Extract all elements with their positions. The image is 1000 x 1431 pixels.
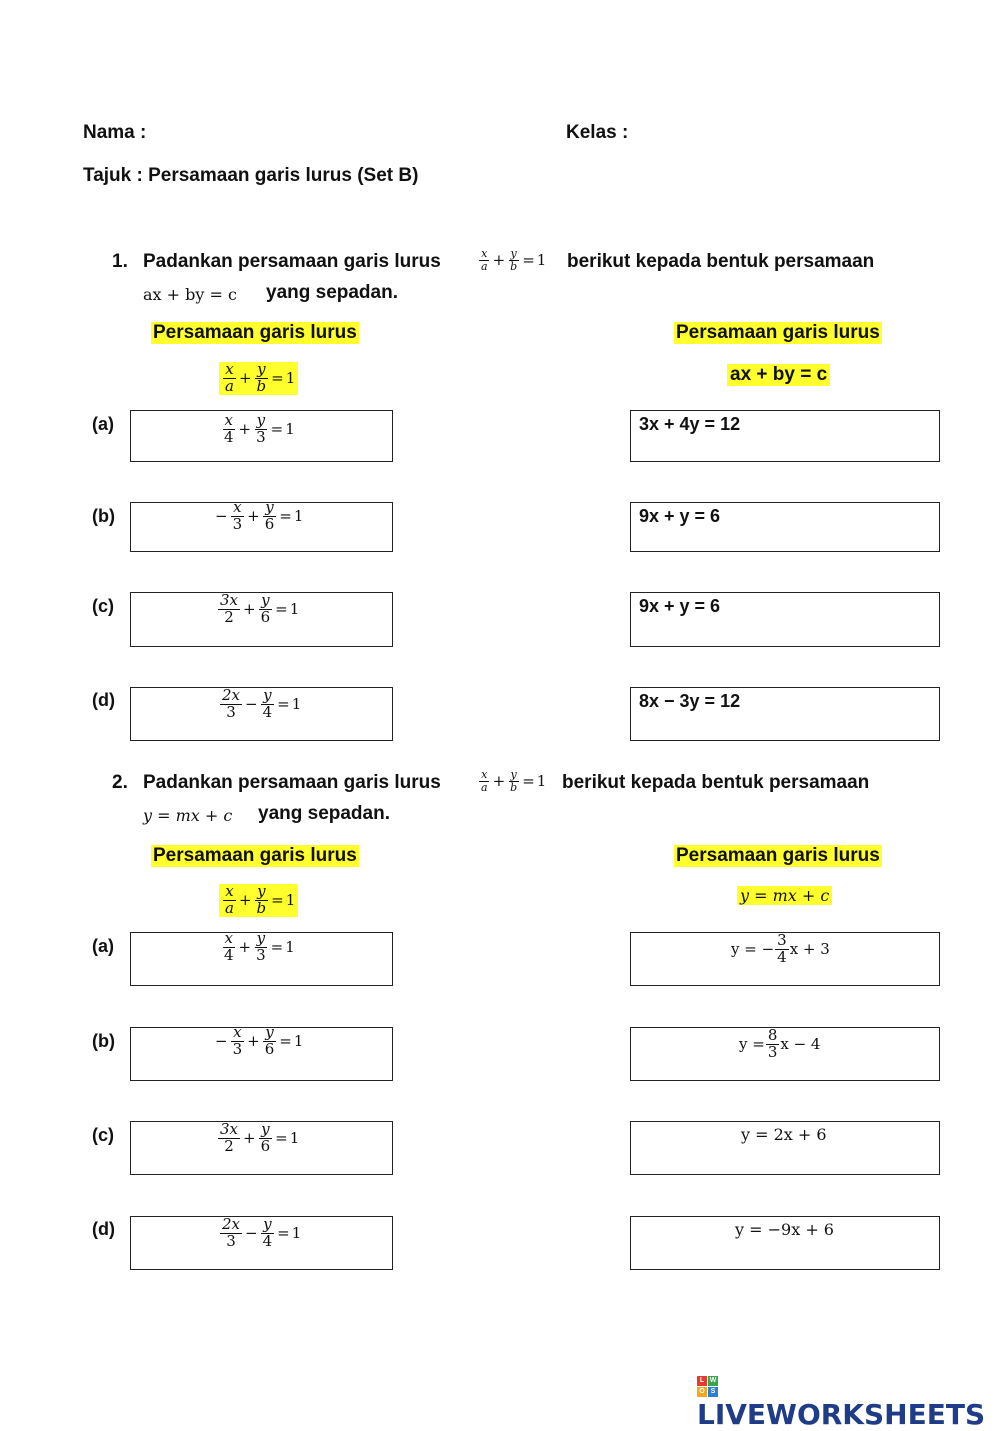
q2-answer-c: y = 2x + 6 — [741, 1125, 827, 1144]
q1-right-form: ax + by = c — [727, 364, 830, 386]
q2-equation-box-c[interactable] — [130, 1121, 393, 1175]
q1-left-form: $\frac{x}{a}$ + $\frac{y}{b}$ = 1 — [219, 362, 298, 395]
q2-answer-box-d[interactable] — [630, 1216, 940, 1270]
q1-label-b: (b) — [92, 506, 115, 526]
q2-answer-box-a[interactable] — [630, 932, 940, 986]
q2-equation-d: $\frac{2x}{3}$ − $\frac{y}{4}$ = 1 — [222, 1215, 302, 1250]
q1-equation-box-d[interactable] — [130, 687, 393, 741]
q2-answer-box-c[interactable] — [630, 1121, 940, 1175]
q1-answer-b: 9x + y = 6 — [639, 506, 721, 526]
q2-right-form: y = mx + c — [737, 886, 832, 905]
q2-text-after: berikut kepada bentuk persamaan — [562, 772, 870, 793]
q2-answer-a: y = − $\frac{3}{4}$ x + 3 — [731, 931, 830, 966]
q2-label-c: (c) — [92, 1125, 114, 1145]
q1-equation-c: $\frac{3x}{2}$ + $\frac{y}{6}$ = 1 — [220, 591, 300, 626]
q2-text-before: Padankan persamaan garis lurus — [143, 772, 441, 793]
q2-inline-equation: $\frac{x}{a}$ + $\frac{y}{b}$ = 1 — [481, 768, 547, 794]
liveworksheets-logo-text: LIVEWORKSHEETS — [697, 1398, 986, 1431]
q1-equation-box-b[interactable] — [130, 498, 393, 552]
q1-inline-equation: $\frac{x}{a}$ + $\frac{y}{b}$ = 1 — [481, 247, 547, 273]
class-label: Kelas : — [566, 122, 629, 143]
q1-text-end: yang sepadan. — [266, 282, 398, 303]
q2-label-a: (a) — [92, 936, 114, 956]
q2-right-heading: Persamaan garis lurus — [676, 845, 880, 866]
q2-form-label: y = mx + c — [143, 806, 233, 825]
q1-equation-box-c[interactable] — [130, 592, 393, 647]
q2-label-d: (d) — [92, 1219, 115, 1239]
q1-answer-box-b[interactable] — [630, 502, 940, 552]
liveworksheets-logo-icon: L W O S — [697, 1376, 719, 1398]
q2-number: 2. — [112, 772, 128, 793]
q1-answer-a: 3x + 4y = 12 — [639, 414, 741, 434]
q2-equation-box-d[interactable] — [130, 1216, 393, 1270]
q2-equation-c: $\frac{3x}{2}$ + $\frac{y}{6}$ = 1 — [220, 1120, 300, 1155]
q1-equation-b: − $\frac{x}{3}$ + $\frac{y}{6}$ = 1 — [215, 498, 304, 533]
q2-left-heading: Persamaan garis lurus — [153, 845, 357, 866]
q1-right-heading: Persamaan garis lurus — [676, 322, 880, 343]
q1-text-after: berikut kepada bentuk persamaan — [567, 251, 875, 272]
q1-number: 1. — [112, 251, 128, 272]
q2-equation-b: − $\frac{x}{3}$ + $\frac{y}{6}$ = 1 — [215, 1023, 304, 1058]
q1-label-d: (d) — [92, 690, 115, 710]
q2-equation-a: $\frac{x}{4}$ + $\frac{y}{3}$ = 1 — [224, 929, 295, 964]
q2-text-end: yang sepadan. — [258, 803, 390, 824]
q2-answer-b: y = $\frac{8}{3}$ x − 4 — [739, 1026, 821, 1061]
q2-answer-box-b[interactable] — [630, 1027, 940, 1081]
q2-answer-d: y = −9x + 6 — [735, 1220, 834, 1239]
q2-label-b: (b) — [92, 1031, 115, 1051]
q1-answer-box-a[interactable] — [630, 410, 940, 462]
worksheet-title: Tajuk : Persamaan garis lurus (Set B) — [83, 165, 419, 186]
q1-answer-box-d[interactable] — [630, 687, 940, 741]
q2-left-form: $\frac{x}{a}$ + $\frac{y}{b}$ = 1 — [219, 884, 298, 917]
q1-form-label: ax + by = c — [143, 285, 237, 304]
q1-label-a: (a) — [92, 414, 114, 434]
q1-equation-a: $\frac{x}{4}$ + $\frac{y}{3}$ = 1 — [224, 411, 295, 446]
q1-answer-c: 9x + y = 6 — [639, 596, 721, 616]
q1-label-c: (c) — [92, 596, 114, 616]
q1-equation-d: $\frac{2x}{3}$ − $\frac{y}{4}$ = 1 — [222, 686, 302, 721]
name-label: Nama : — [83, 122, 147, 143]
q1-answer-box-c[interactable] — [630, 592, 940, 647]
q1-equation-box-a[interactable] — [130, 410, 393, 462]
q2-equation-box-a[interactable] — [130, 929, 393, 986]
q1-text-before: Padankan persamaan garis lurus — [143, 251, 441, 272]
q2-equation-box-b[interactable] — [130, 1023, 393, 1081]
q1-answer-d: 8x − 3y = 12 — [639, 691, 741, 711]
q1-left-heading: Persamaan garis lurus — [153, 322, 357, 343]
liveworksheets-logo[interactable] — [697, 1376, 1000, 1431]
